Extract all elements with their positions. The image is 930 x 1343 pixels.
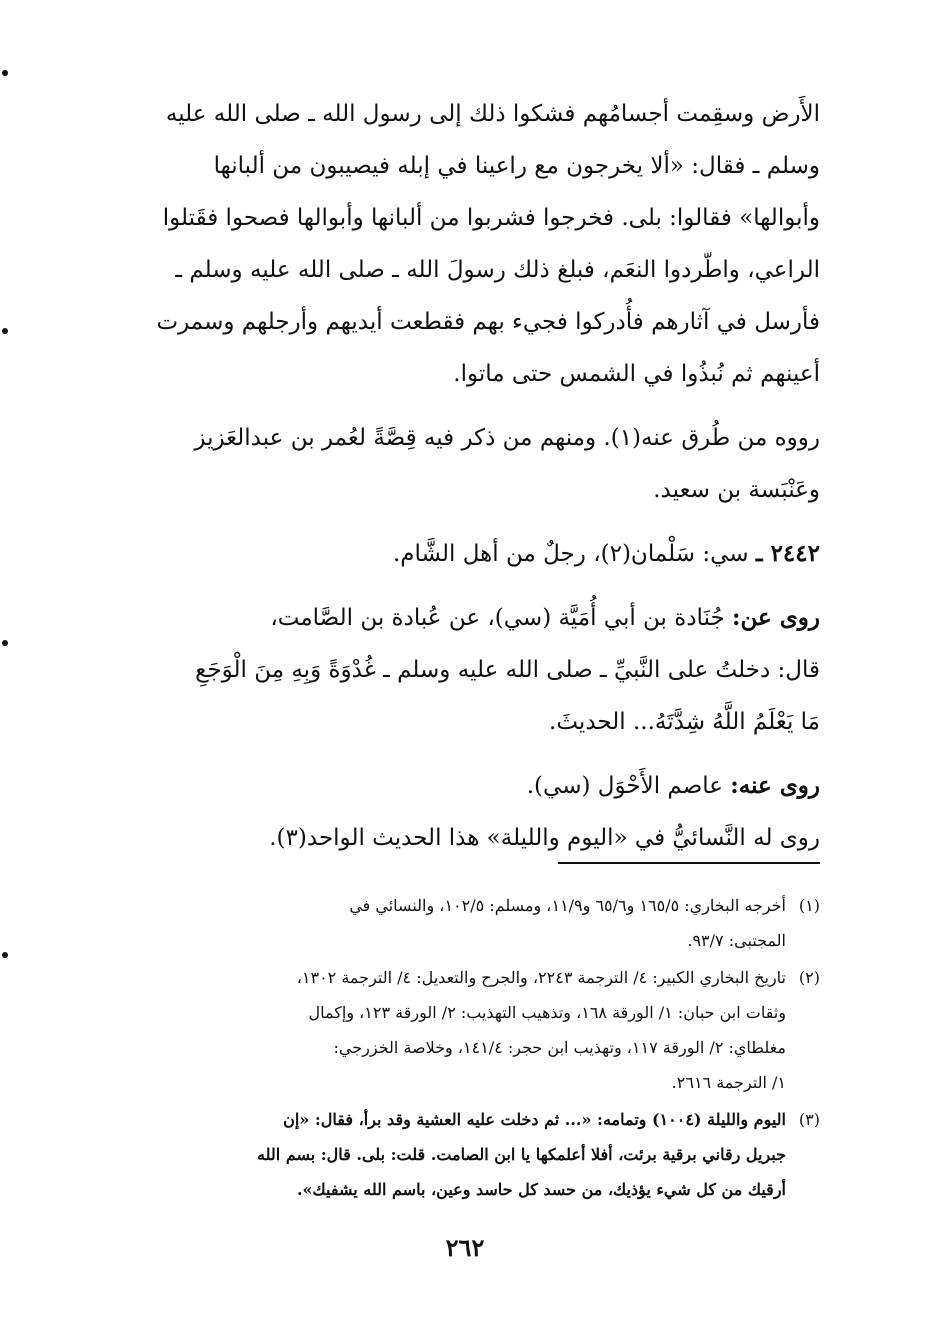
footnote-line: أخرجه البخاري: ١٦٥/٥ و٦٥/٦ و١١/٩، ومسلم: ١٠٢/٥، والنسائي في <box>349 896 786 915</box>
text-line: قال: دخلتُ على النَّبيِّ ـ صلى الله عليه وسلم ـ غُدْوَةً وَبِهِ مِنَ الْوَجَعِ <box>195 657 820 683</box>
footnote-text <box>118 1102 786 1207</box>
riwaya-anhu-text: عاصم الأَحْوَل (سي). <box>526 773 723 799</box>
footnote-line: ١/ الترجمة ٢٦١٦. <box>671 1073 786 1092</box>
footnote <box>118 888 820 958</box>
text-line: وأبوالها» فقالوا: بلى. فخرجوا فشربوا من ألبانها وأبوالها فصحوا فقَتلوا <box>162 205 820 231</box>
text-line <box>118 592 820 644</box>
footnote-text <box>118 960 786 1100</box>
footnote-line: وثقات ابن حبان: ١/ الورقة ١٦٨، وتذهيب التهذيب: ٢/ الورقة ١٢٣، وإكمال <box>308 1003 786 1022</box>
footnote-line: جبريل رقاني برقية برئت، أفلا أعلمكها يا ابن الصامت. قلت: بلى. قال: بسم الله <box>257 1145 786 1164</box>
footnote <box>118 1102 820 1207</box>
text-line: الراعي، واطّردوا النعَم، فبلغ ذلك رسولَ الله ـ صلى الله عليه وسلم ـ <box>175 257 820 283</box>
text-line: وعَنْبَسة بن سعيد. <box>653 477 820 503</box>
text-line: وسلم ـ فقال: «ألا يخرجون مع راعينا في إبله فيصيبون من ألبانها <box>213 153 820 179</box>
footnote-line: اليوم والليلة (١٠٠٤) وتمامه: «... ثم دخلت عليه العشية وقد برأ، فقال: «إن <box>283 1110 786 1129</box>
footnote-line: مغلطاي: ٢/ الورقة ١١٧، وتهذيب ابن حجر: ١٤١/٤، وخلاصة الخزرجي: <box>333 1038 786 1057</box>
text-line: رووه من طُرق عنه(١). ومنهم من ذكر فيه قِصَّةً لعُمر بن عبدالعَزيز <box>194 425 820 451</box>
main-text <box>118 88 820 864</box>
footnotes <box>118 888 820 1209</box>
margin-dot <box>2 70 8 76</box>
footnote-number: (١) <box>798 896 820 915</box>
text-line: الأَرض وسقِمت أجسامُهم فشكوا ذلك إلى رسول الله ـ صلى الله عليه <box>165 101 820 127</box>
footnote-line: تاريخ البخاري الكبير: ٤/ الترجمة ٢٢٤٣، والجرح والتعديل: ٤/ الترجمة ١٣٠٢، <box>296 968 786 987</box>
margin-dot <box>2 640 8 646</box>
footnote-divider <box>558 862 820 864</box>
footnote-number: (٢) <box>798 968 820 987</box>
footnote-number: (٣) <box>798 1110 820 1129</box>
entry-rest: سي: سَلْمان(٢)، رجلٌ من أهل الشَّام. <box>392 541 749 567</box>
riwaya-text: جُنَادة بن أبي أُمَيَّة (سي)، عن عُبادة بن الصَّامت، <box>270 605 725 631</box>
text-line: روى له النَّسائيُّ في «اليوم والليلة» هذا الحديث الواحد(٣). <box>269 825 820 851</box>
page-number: ٢٦٢ <box>445 1233 485 1262</box>
footnote <box>118 960 820 1100</box>
text-line: فأرسل في آثارهم فأُدركوا فجيء بهم فقطعت أيديهم وأرجلهم وسمرت <box>156 309 820 335</box>
footnote-text <box>118 888 786 958</box>
entry-number: ٢٤٤٢ ـ <box>755 540 820 567</box>
margin-dot <box>2 328 8 334</box>
riwaya-label: روى عن: <box>732 604 820 631</box>
text-line <box>118 760 820 812</box>
text-line: أعينهم ثم نُبذُوا في الشمس حتى ماتوا. <box>453 361 820 387</box>
entry-heading <box>118 528 820 580</box>
footnote-line: أرقيك من كل شيء يؤذيك، من حسد كل حاسد وعين، باسم الله يشفيك». <box>296 1180 786 1199</box>
margin-dot <box>2 952 8 958</box>
text-line: مَا يَعْلَمُ اللَّهُ شِدَّتَهُ... الحديثَ. <box>549 709 820 735</box>
riwaya-anhu-label: روى عنه: <box>730 772 820 799</box>
footnote-line: المجتبى: ٩٣/٧. <box>687 931 786 950</box>
